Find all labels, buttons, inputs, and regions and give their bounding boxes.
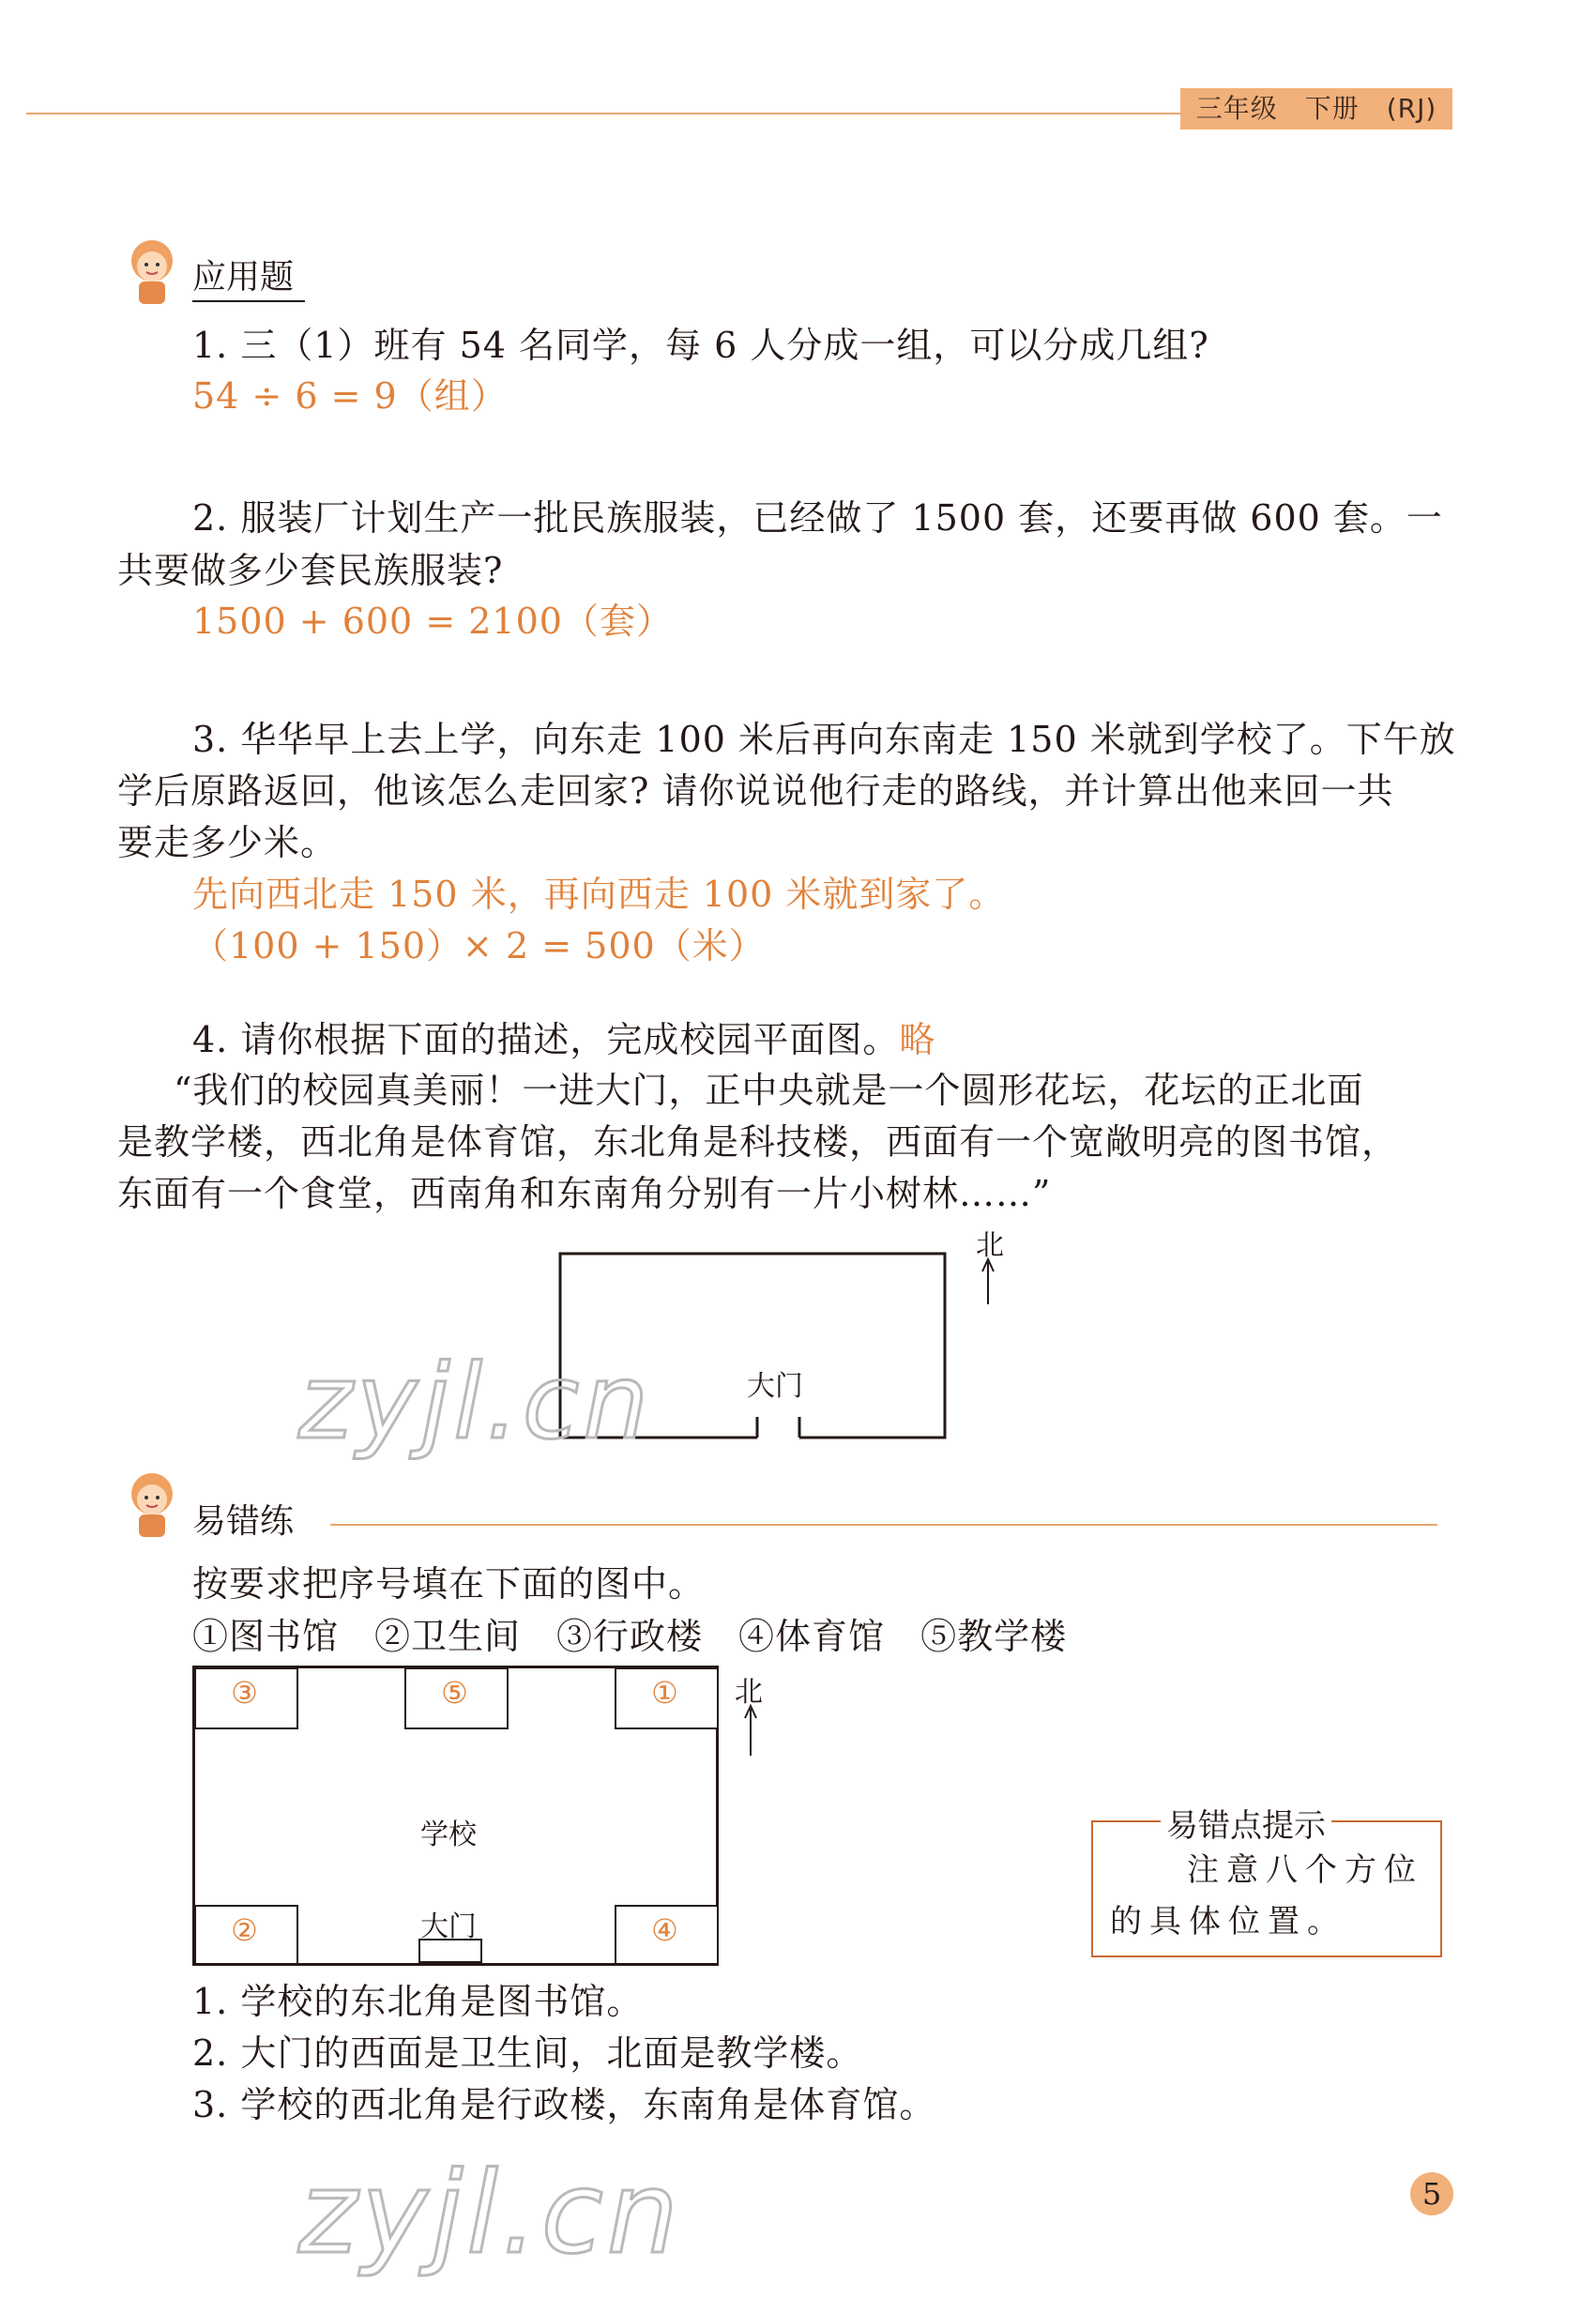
answer-4: 略: [899, 1019, 936, 1060]
grade-badge: 三年级 下册 (RJ): [1180, 88, 1452, 129]
section-title-application: 应用题: [192, 258, 295, 297]
mistake-tip-line2: 的具体位置。: [1110, 1903, 1346, 1940]
answer-top-right: ①: [651, 1675, 678, 1711]
watermark-1: zyjl.cn: [298, 1342, 653, 1462]
quote-line3: 东面有一个食堂，西南角和东南角分别有一片小树林……”: [117, 1173, 1052, 1214]
answer-1: 54 ÷ 6 = 9（组）: [192, 375, 508, 417]
question-3-line1: 3. 华华早上去上学，向东走 100 米后再向东南走 150 米就到学校了。下午放: [192, 719, 1456, 760]
statement-1: 1. 学校的东北角是图书馆。: [192, 1981, 644, 2022]
school-label: 学校: [420, 1819, 477, 1851]
question-2-line1: 2. 服装厂计划生产一批民族服装，已经做了 1500 套，还要再做 600 套。一: [192, 497, 1443, 539]
page-number: 5: [1410, 2172, 1453, 2215]
north-arrow-icon: [737, 1703, 765, 1759]
question-4-text: 4. 请你根据下面的描述，完成校园平面图。: [192, 1019, 900, 1060]
options-row: [192, 1610, 1067, 1663]
mistake-tip-title: 易错点提示: [1161, 1800, 1331, 1846]
option-gym: ④体育馆: [738, 1616, 886, 1657]
answer-top-left: ③: [231, 1675, 258, 1711]
school-gate-label: 大门: [420, 1910, 477, 1943]
section2-rule: [330, 1524, 1437, 1526]
mistake-tip-line1: 注意八个方位: [1187, 1851, 1423, 1889]
option-teaching: ⑤教学楼: [920, 1616, 1068, 1657]
question-4-line1: [192, 1013, 935, 1066]
girl-mascot-icon-2: [114, 1466, 190, 1541]
campus-gate-label: 大门: [747, 1370, 803, 1403]
quote-line1: “我们的校园真美丽！一进大门，正中央就是一个圆形花坛，花坛的正北面: [174, 1070, 1364, 1111]
statement-3: 3. 学校的西北角是行政楼，东南角是体育馆。: [192, 2084, 936, 2125]
answer-bottom-left: ②: [231, 1912, 258, 1948]
option-library: ①图书馆: [192, 1616, 340, 1657]
quote-line2: 是教学楼，西北角是体育馆，东北角是科技楼，西面有一个宽敞明亮的图书馆，: [117, 1121, 1399, 1163]
question-3-line2: 学后原路返回，他该怎么走回家? 请你说说他行走的路线，并计算出他来回一共: [117, 770, 1394, 812]
answer-3-calc: （100 + 150）× 2 = 500（米）: [192, 925, 766, 966]
north-label-2: 北: [735, 1676, 763, 1709]
question-1: 1. 三（1）班有 54 名同学，每 6 人分成一组，可以分成几组?: [192, 325, 1209, 366]
north-label-1: 北: [976, 1229, 1004, 1262]
section-title-mistakes: 易错练: [192, 1502, 295, 1541]
answer-3-route: 先向西北走 150 米，再向西走 100 米就到家了。: [192, 874, 1006, 915]
question-2-line2: 共要做多少套民族服装?: [117, 550, 504, 591]
girl-mascot-icon: [114, 233, 190, 308]
option-admin: ③行政楼: [556, 1616, 704, 1657]
statement-2: 2. 大门的西面是卫生间，北面是教学楼。: [192, 2032, 863, 2074]
watermark-2: zyjl.cn: [298, 2149, 682, 2279]
answer-top-middle: ⑤: [441, 1675, 468, 1711]
answer-2: 1500 + 600 = 2100（套）: [192, 601, 673, 642]
header-rule: [26, 113, 1182, 114]
answer-bottom-right: ④: [651, 1912, 678, 1948]
option-restroom: ②卫生间: [374, 1616, 522, 1657]
question-3-line3: 要走多少米。: [117, 822, 338, 863]
section-title-underline: [192, 300, 305, 302]
instruction: 按要求把序号填在下面的图中。: [192, 1563, 706, 1605]
